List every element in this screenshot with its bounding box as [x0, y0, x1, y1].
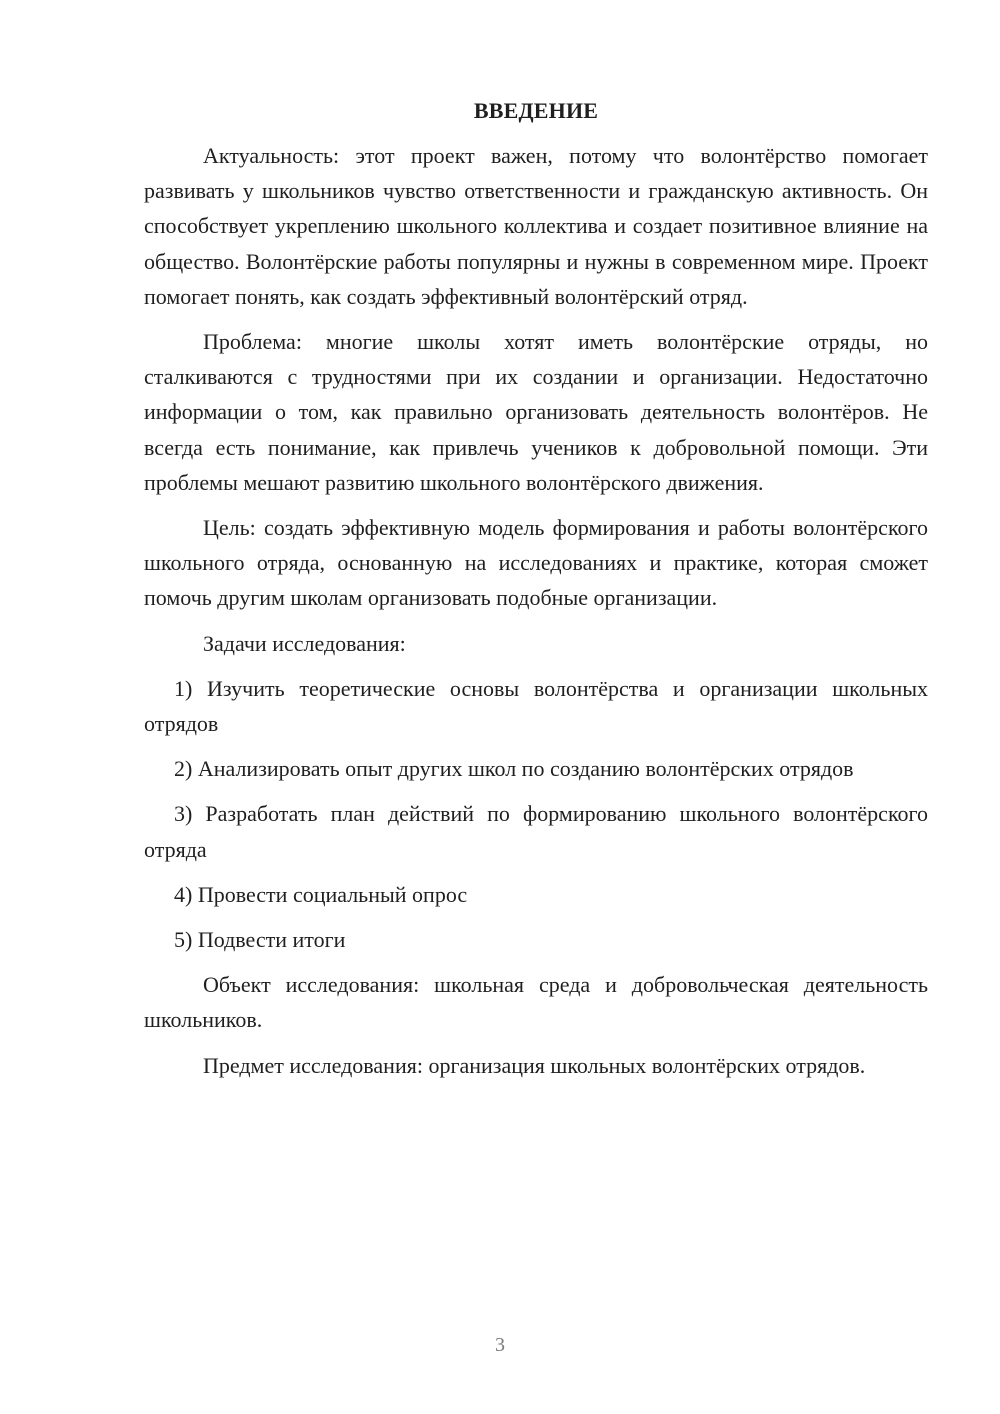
- goal-paragraph: Цель: создать эффективную модель формирования и работы волонтёрского школьного отряда, основанную на исследованиях и практике, которая сможет помочь другим школам организовать подобные организации.: [144, 515, 928, 611]
- page-number: 3: [495, 1334, 505, 1356]
- relevance-paragraph: Актуальность: этот проект важен, потому что волонтёрство помогает развивать у школьников чувство ответственности и гражданскую активность. Он способствует укреплению школьного коллектива и создает позитивное влияние на общество. Волонтёрские работы популярны и нужны в современном мире. Проект помогает понять, как создать эффективный волонтёрский отряд.: [144, 143, 928, 309]
- task-item-4: 4) Провести социальный опрос: [174, 881, 468, 907]
- problem-paragraph: Проблема: многие школы хотят иметь волонтёрские отряды, но сталкиваются с трудностями при их создании и организации. Недостаточно информации о том, как правильно организовать деятельность волонтёров. Не всегда есть понимание, как привлечь учеников к добровольной помощи. Эти проблемы мешают развитию школьного волонтёрского движения.: [144, 329, 928, 495]
- task-item-5: 5) Подвести итоги: [174, 927, 346, 953]
- task-item-3: 3) Разработать план действий по формированию школьного волонтёрского отряда: [144, 801, 928, 862]
- page-title: ВВЕДЕНИЕ: [473, 98, 599, 123]
- task-item-2: 2) Анализировать опыт других школ по созданию волонтёрских отрядов: [174, 756, 854, 782]
- tasks-heading: Задачи исследования:: [203, 630, 406, 656]
- task-item-1: 1) Изучить теоретические основы волонтёрства и организации школьных отрядов: [144, 675, 928, 737]
- subject-paragraph: Предмет исследования: организация школьных волонтёрских отрядов.: [203, 1052, 866, 1078]
- document-page: [144, 96, 928, 1093]
- object-paragraph: Объект исследования: школьная среда и добровольческая деятельность школьников.: [144, 972, 928, 1033]
